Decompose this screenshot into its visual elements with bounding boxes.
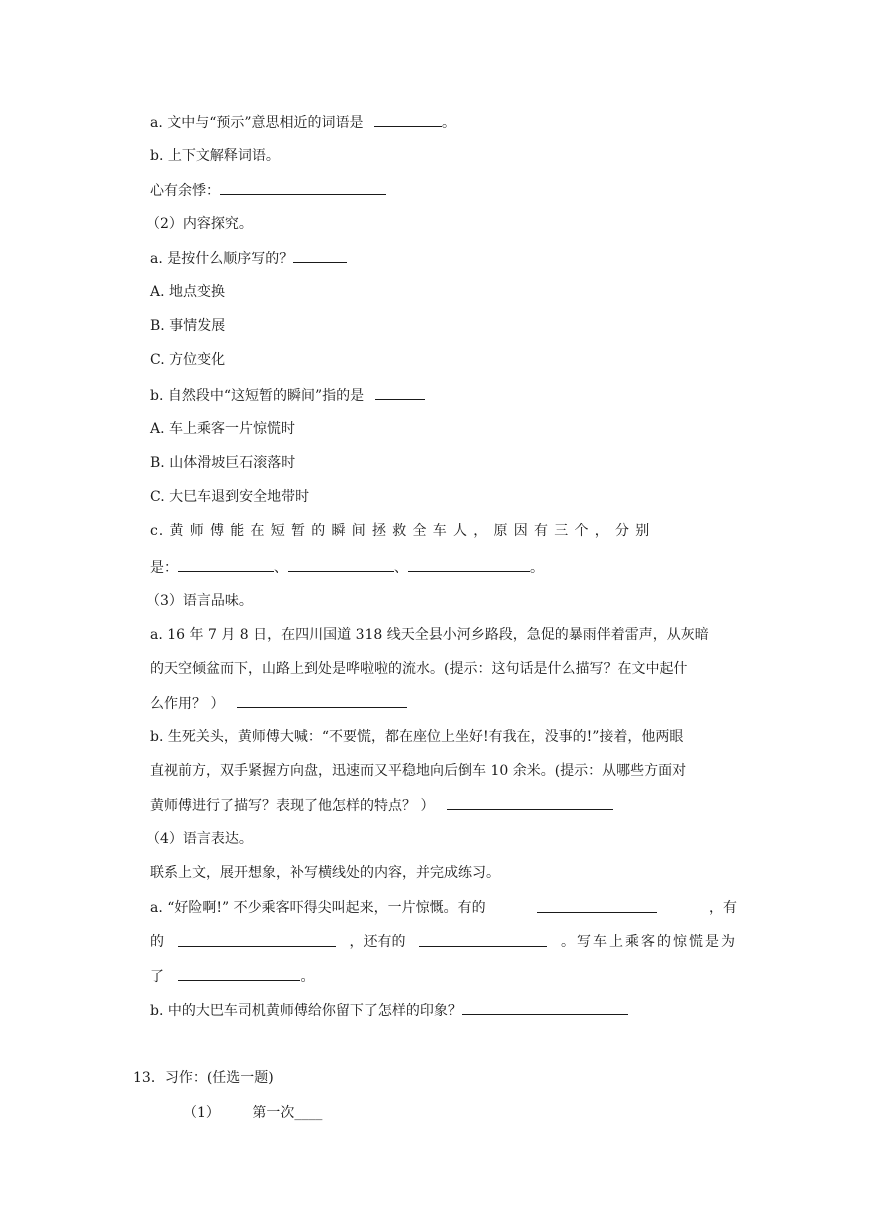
passage-line: 的天空倾盆而下，山路上到处是哗啦啦的流水。(提示：这句话是什么描写？在文中起什 — [150, 661, 688, 677]
answer-blank[interactable] — [419, 932, 547, 947]
answer-blank[interactable] — [375, 385, 425, 400]
answer-blank[interactable] — [237, 693, 407, 708]
q-imagine-line3: 了 。 — [150, 966, 314, 987]
answer-blank[interactable] — [293, 248, 347, 263]
instruction: 联系上文，展开想象，补写横线处的内容，并完成练习。 — [150, 865, 500, 881]
option-c: C. 方位变化 — [150, 352, 226, 368]
section-2-heading: （2）内容探究。 — [146, 216, 253, 232]
passage-line: b. 生死关头，黄师傅大喊：“不要慌，都在座位上坐好!有我在，没事的!”接着，他两眼 — [150, 729, 684, 745]
q-three-reasons-blanks: 是： 、 、 。 — [150, 557, 544, 578]
option-c: C. 大巳车退到安全地带时 — [150, 489, 310, 505]
q-imagine-line1: a. “好险啊!” 不少乘客吓得尖叫起来，一片惊慨。有的 ，有 — [150, 900, 737, 916]
passage-line: 直视前方，双手紧握方向盘，迅速而又平稳地向后倒车 10 余米。(提示：从哪些方面对 — [150, 763, 687, 779]
q-b-context: b. 上下文解释词语。 — [150, 148, 280, 164]
answer-blank[interactable] — [178, 932, 336, 947]
answer-blank[interactable] — [374, 112, 442, 127]
q-order: a. 是按什么顺序写的？ — [150, 248, 347, 269]
q-impression: b. 中的大巴车司机黄师傅给你留下了怎样的印象？ — [150, 1000, 628, 1021]
q-three-reasons: c. 黄 师 傅 能 在 短 暂 的 瞬 间 拯 救 全 车 人 ， 原 因 有 三 个 ， 分 别 — [150, 523, 651, 539]
answer-blank[interactable] — [178, 557, 274, 572]
question-13-heading: 13．习作：(任选一题) — [133, 1070, 274, 1086]
answer-blank[interactable] — [537, 898, 657, 913]
essay-option-1: （1） 第一次____ — [183, 1105, 323, 1121]
q-description-blank: 么作用？ ） — [150, 693, 407, 714]
q-imagine-line2: 的 ，还有的 。写车上乘客的惊慌是为 — [150, 934, 737, 950]
answer-blank[interactable] — [288, 557, 394, 572]
section-3-heading: （3）语言品味。 — [146, 593, 253, 609]
q-character-blank: 黄师傅进行了描写？表现了他怎样的特点？ ） — [150, 795, 613, 816]
option-b: B. 山体滑坡巨石滚落时 — [150, 455, 296, 471]
answer-blank[interactable] — [178, 966, 300, 981]
answer-blank[interactable] — [447, 795, 613, 810]
answer-blank[interactable] — [462, 1000, 628, 1015]
passage-line: a. 16 年 7 月 8 日，在四川国道 318 线天全县小河乡路段，急促的暴雨伴着雷声，从灰暗 — [150, 627, 709, 643]
q-xinyouyuji: 心有余悸： — [150, 180, 386, 201]
q-moment: b. 自然段中“这短暂的瞬间”指的是 — [150, 385, 425, 406]
q-text: a. 文中与“预示”意思相近的词语是 — [150, 115, 364, 131]
answer-blank[interactable] — [220, 180, 386, 195]
option-a: A. 地点变换 — [150, 284, 226, 300]
answer-blank[interactable] — [408, 557, 530, 572]
section-4-heading: （4）语言表达。 — [146, 831, 253, 847]
option-b: B. 事情发展 — [150, 318, 226, 334]
option-a: A. 车上乘客一片惊慌时 — [150, 421, 296, 437]
q-a-synonym: a. 文中与“预示”意思相近的词语是 。 — [150, 112, 456, 133]
